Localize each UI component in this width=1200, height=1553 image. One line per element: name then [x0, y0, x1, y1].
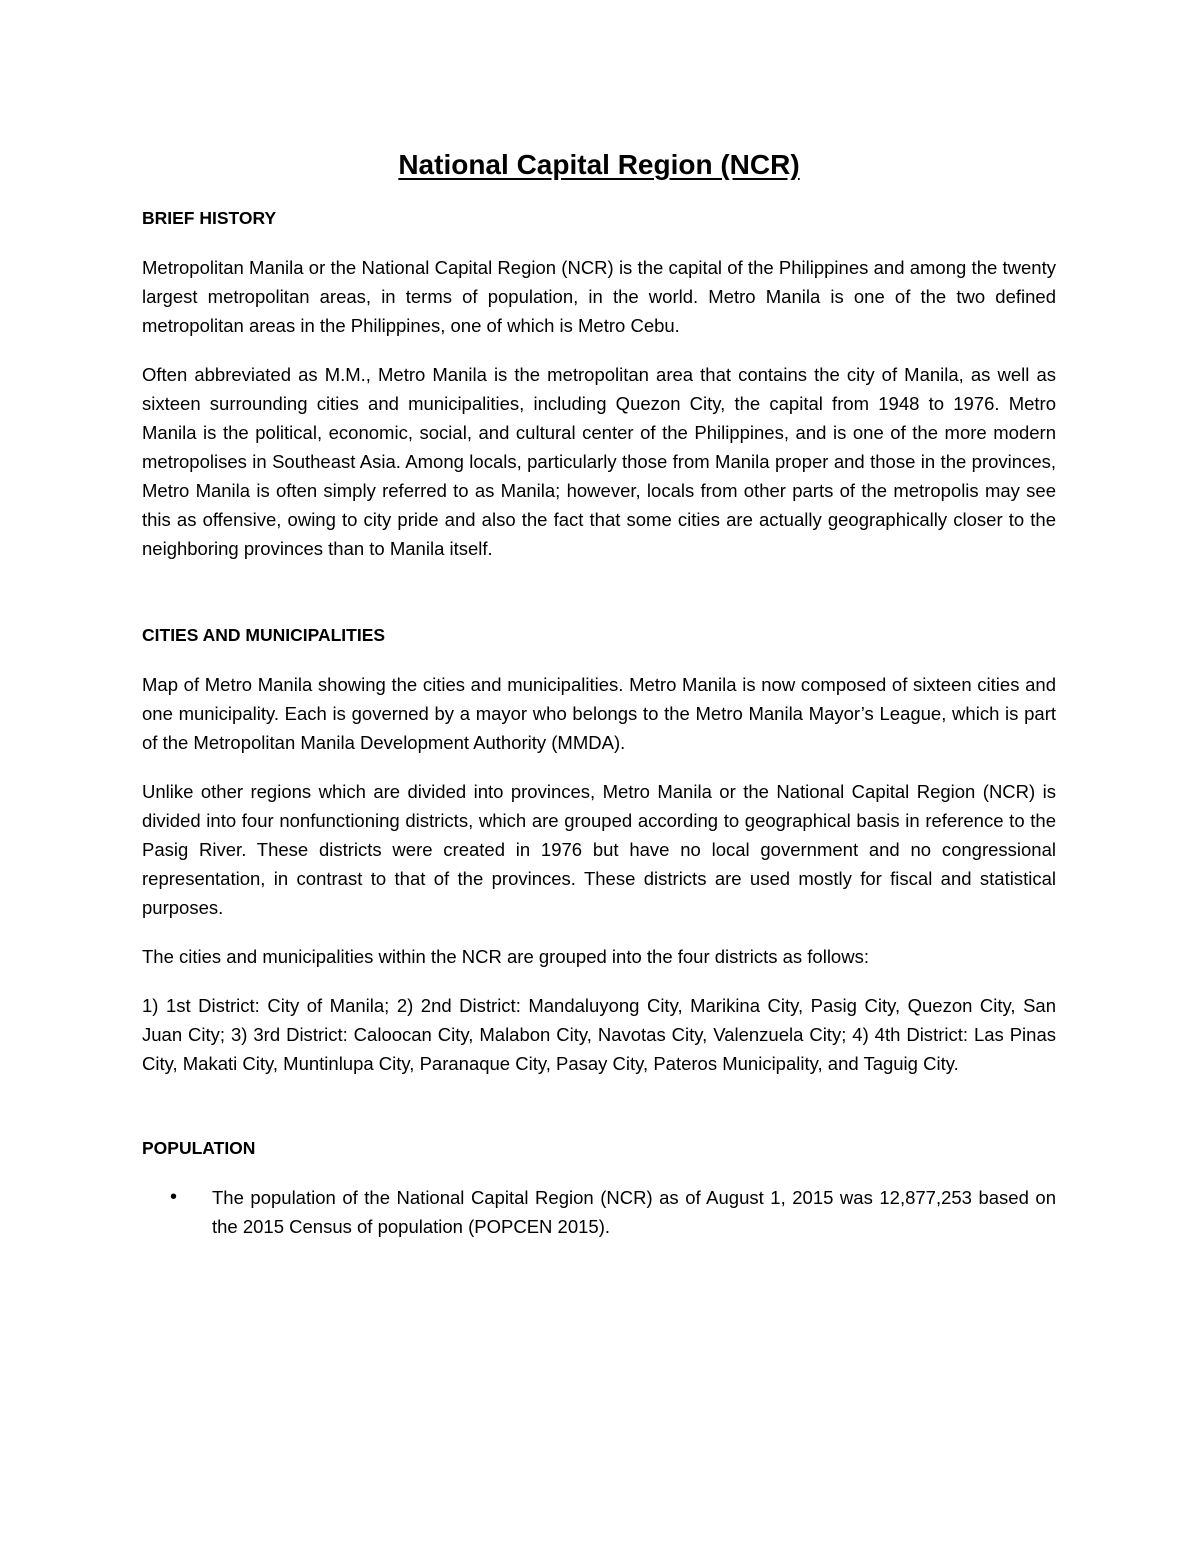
section-heading-population: POPULATION [142, 1138, 256, 1158]
history-paragraph-2: Often abbreviated as M.M., Metro Manila is the metropolitan area that contains the city of Manila, as well as sixteen surrounding cities and municipalities, including Quezon City, the capital from 1948 to 1976. Metro Manila is the political, economic, social, and cultural center of the Philippines, and is one of the more modern metropolises in Southeast Asia. Among locals, particularly those from Manila proper and those in the provinces, Metro Manila is often simply referred to as Manila; however, locals from other parts of the metropolis may see this as offensive, owing to city pride and also the fact that some cities are actually geographically closer to the neighboring provinces than to Manila itself. [142, 364, 1056, 559]
population-text: The population of the National Capital Region (NCR) as of August 1, 2015 was 12,877,253 based on the 2015 Census of population (POPCEN 2015). [212, 1187, 1056, 1237]
districts-list-paragraph: 1) 1st District: City of Manila; 2) 2nd District: Mandaluyong City, Marikina City, Pasig City, Quezon City, San Juan City; 3) 3rd District: Caloocan City, Malabon City, Navotas City, Valenzuela City; 4) 4th District: Las Pinas City, Makati City, Muntinlupa City, Paranaque City, Pasay City, Pateros Municipality, and Taguig City. [142, 995, 1056, 1074]
document-body [142, 148, 1056, 1241]
population-list [142, 1183, 1056, 1241]
cities-paragraph-3: The cities and municipalities within the NCR are grouped into the four districts as follows: [142, 946, 869, 967]
section-heading-brief-history: BRIEF HISTORY [142, 208, 277, 228]
bullet-icon: • [170, 1186, 178, 1208]
cities-paragraph-2: Unlike other regions which are divided into provinces, Metro Manila or the National Capital Region (NCR) is divided into four nonfunctioning districts, which are grouped according to geographical basis in reference to the Pasig River. These districts were created in 1976 but have no local government and no congressional representation, in contrast to that of the provinces. These districts are used mostly for fiscal and statistical purposes. [142, 781, 1056, 918]
list-item [142, 1183, 1056, 1241]
section-heading-cities: CITIES AND MUNICIPALITIES [142, 625, 386, 645]
cities-paragraph-1: Map of Metro Manila showing the cities and municipalities. Metro Manila is now composed of sixteen cities and one municipality. Each is governed by a mayor who belongs to the Metro Manila Mayor’s League, which is part of the Metropolitan Manila Development Authority (MMDA). [142, 674, 1056, 753]
history-paragraph-1: Metropolitan Manila or the National Capital Region (NCR) is the capital of the Philippines and among the twenty largest metropolitan areas, in terms of population, in the world. Metro Manila is one of the two defined metropolitan areas in the Philippines, one of which is Metro Cebu. [142, 257, 1056, 336]
document-title: National Capital Region (NCR) [398, 149, 800, 180]
